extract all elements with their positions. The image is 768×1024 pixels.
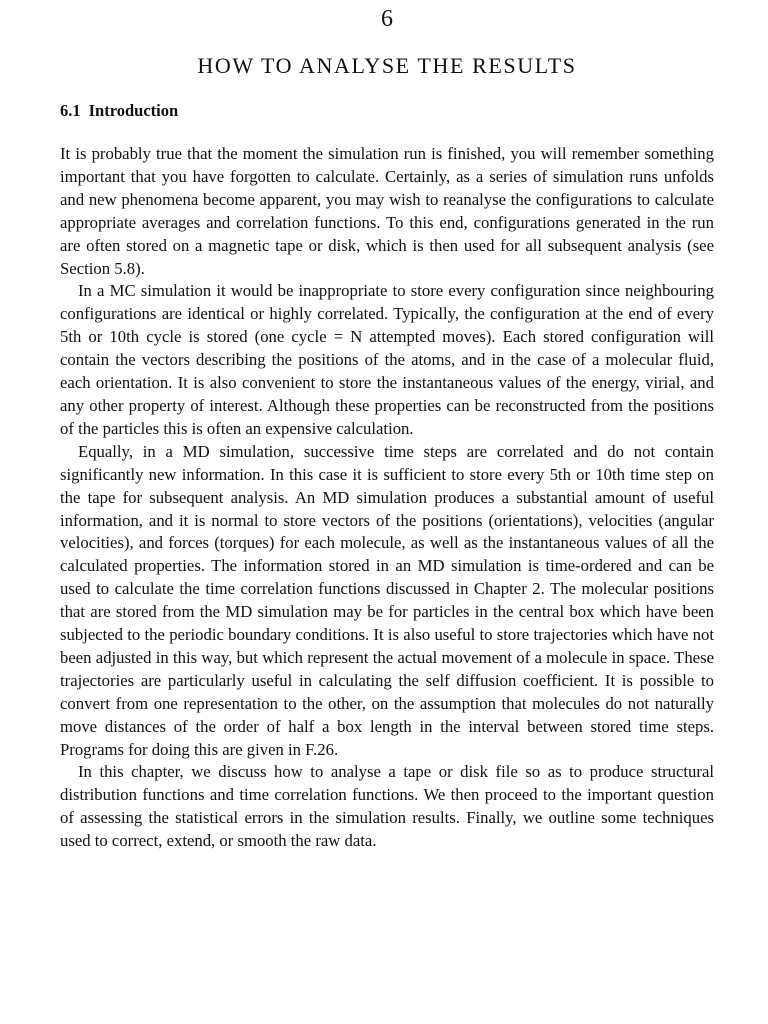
paragraph-2: In a MC simulation it would be inappropriate to store every configuration since neighbouring configurations are identical or highly correlated. Typically, the configuration at the end of every 5th or 10th cycle is stored (one cycle = N attempted moves). Each stored configuration will contain the vectors describing the positions of the atoms, and in the case of a molecular fluid, each orientation. It is also convenient to store the instantaneous values of the energy, virial, and any other property of interest. Although these properties can be reconstructed from the positions of the particles this is often an expensive calculation. bbox=[60, 281, 714, 438]
paragraph-4: In this chapter, we discuss how to analyse a tape or disk file so as to produce structural distribution functions and time correlation functions. We then proceed to the important question of assessing the statistical errors in the simulation results. Finally, we outline some techniques used to correct, extend, or smooth the raw data. bbox=[60, 762, 714, 851]
section-heading bbox=[60, 100, 714, 122]
section-number: 6.1 bbox=[60, 101, 81, 120]
book-page bbox=[60, 4, 714, 853]
chapter-title: HOW TO ANALYSE THE RESULTS bbox=[197, 53, 577, 78]
section-title: Introduction bbox=[88, 101, 179, 120]
section-body bbox=[60, 143, 714, 853]
chapter-number: 6 bbox=[381, 6, 393, 32]
paragraph-3: Equally, in a MD simulation, successive time steps are correlated and do not contain significantly new information. In this case it is sufficient to store every 5th or 10th time step on the tape for subsequent analysis. An MD simulation produces a substantial amount of useful information, and it is normal to store vectors of the positions (orientations), velocities (angular velocities), and forces (torques) for each molecule, as well as the instantaneous values of all the calculated properties. The information stored in an MD simulation is time-ordered and can be used to calculate the time correlation functions discussed in Chapter 2. The molecular positions that are stored from the MD simulation may be for particles in the central box which have been subjected to the periodic boundary conditions. It is also useful to store trajectories which have not been adjusted in this way, but which represent the actual movement of a molecule in space. These trajectories are particularly useful in calculating the self diffusion coefficient. It is possible to convert from one representation to the other, on the assumption that molecules do not naturally move distances of the order of half a box length in the interval between stored time steps. Programs for doing this are given in F.26. bbox=[60, 441, 714, 759]
paragraph-1: It is probably true that the moment the simulation run is finished, you will remember something important that you have forgotten to calculate. Certainly, as a series of simulation runs unfolds and new phenomena become apparent, you may wish to reanalyse the configurations to calculate appropriate averages and correlation functions. To this end, configurations generated in the run are often stored on a magnetic tape or disk, which is then used for all subsequent analysis (see Section 5.8). bbox=[60, 144, 714, 278]
